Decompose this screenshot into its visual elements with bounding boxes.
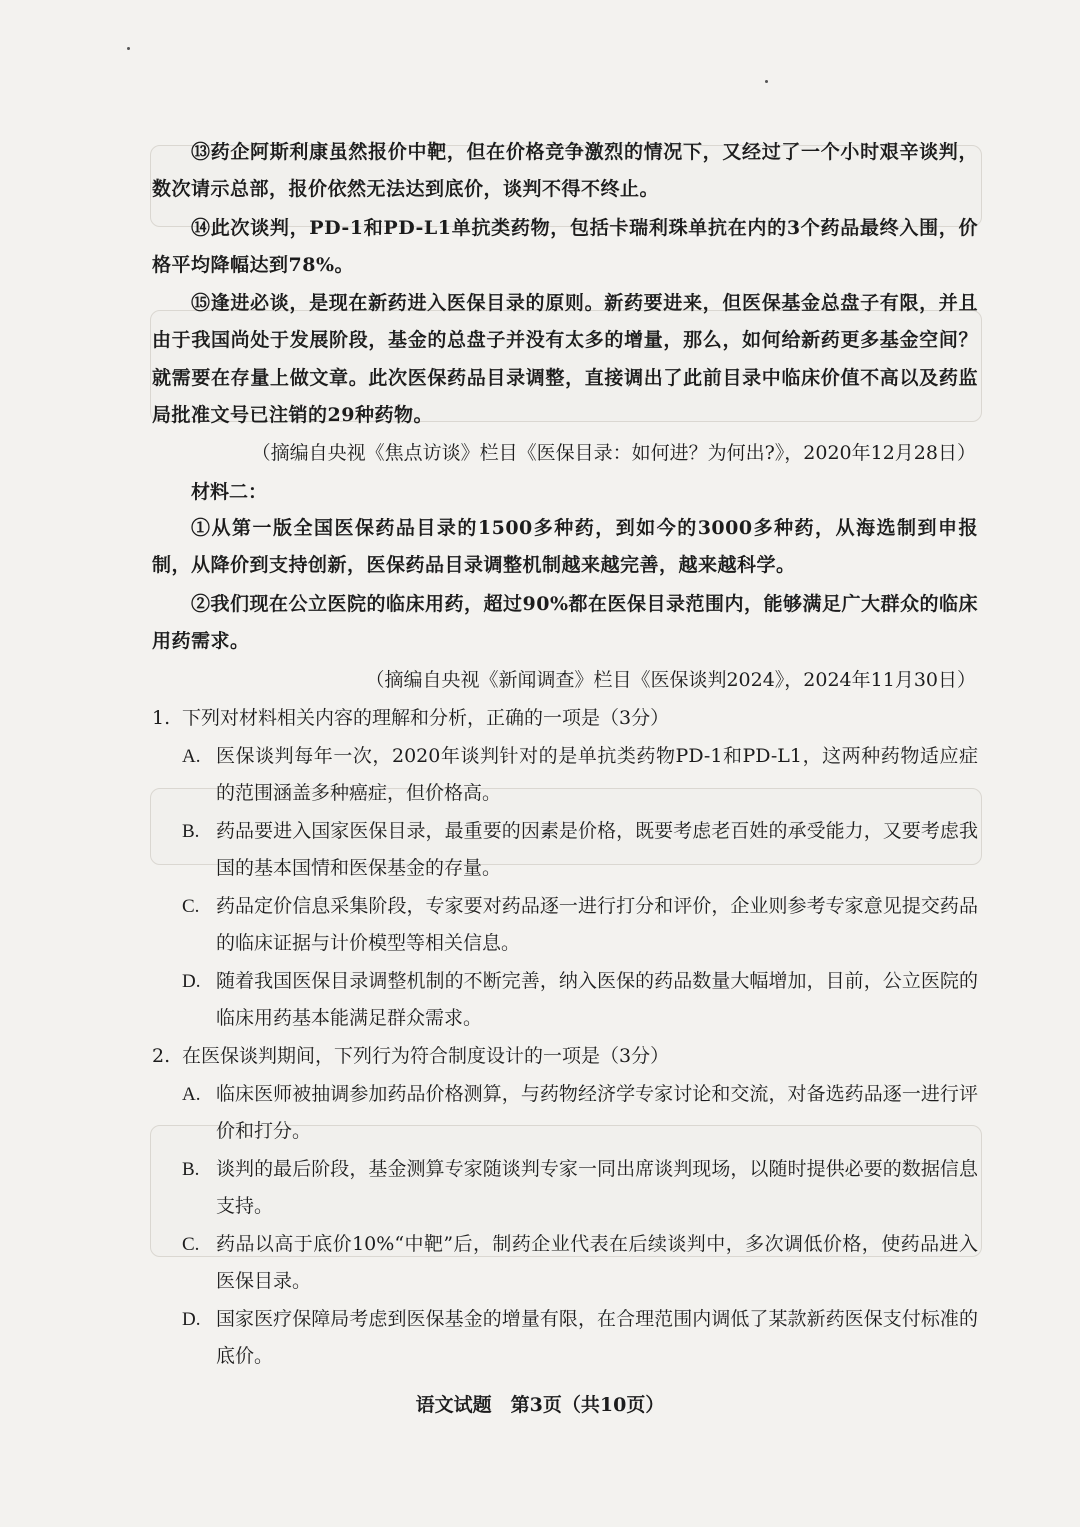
option-c [182, 888, 978, 963]
option-text: 医保谈判每年一次，2020年谈判针对的是单抗类药物PD-1和PD-L1，这两种药物适应症的范围涵盖多种癌症，但价格高。 [216, 744, 978, 804]
material-2-heading: 材料二： [191, 481, 268, 503]
option-text: 谈判的最后阶段，基金测算专家随谈判专家一同出席谈判现场，以随时提供必要的数据信息支持。 [216, 1157, 978, 1217]
option-d [182, 963, 978, 1038]
material-2-paragraph-2: ②我们现在公立医院的临床用药，超过90%都在医保目录范围内，能够满足广大群众的临床用药需求。 [152, 593, 978, 653]
option-label: A. [182, 745, 201, 767]
option-text: 临床医师被抽调参加药品价格测算，与药物经济学专家讨论和交流，对备选药品逐一进行评价和打分。 [216, 1082, 978, 1142]
option-text: 随着我国医保目录调整机制的不断完善，纳入医保的药品数量大幅增加，目前，公立医院的临床用药基本能满足群众需求。 [216, 969, 978, 1029]
question-number: 2. [152, 1045, 171, 1067]
option-b [182, 813, 978, 888]
option-a [182, 738, 978, 813]
option-label: B. [182, 820, 200, 842]
paragraph-13: ⑬药企阿斯利康虽然报价中靶，但在价格竞争激烈的情况下，又经过了一个小时艰辛谈判，数次请示总部，报价依然无法达到底价，谈判不得不终止。 [152, 141, 978, 201]
option-a [182, 1076, 978, 1151]
option-label: C. [182, 1233, 200, 1255]
page-footer: 语文试题 第3页（共10页） [415, 1394, 665, 1416]
question-stem: 在医保谈判期间，下列行为符合制度设计的一项是（3分） [182, 1045, 670, 1067]
source-citation-1: （摘编自央视《焦点访谈》栏目《医保目录：如何进？为何出?》，2020年12月28日） [251, 442, 976, 464]
material-2-paragraph-1: ①从第一版全国医保药品目录的1500多种药，到如今的3000多种药，从海选制到申报制，从降价到支持创新，医保药品目录调整机制越来越完善，越来越科学。 [152, 517, 978, 577]
option-label: C. [182, 895, 200, 917]
option-label: B. [182, 1158, 200, 1180]
option-text: 国家医疗保障局考虑到医保基金的增量有限，在合理范围内调低了某款新药医保支付标准的底价。 [216, 1307, 978, 1367]
option-d [182, 1301, 978, 1376]
paragraph-14: ⑭此次谈判，PD-1和PD-L1单抗类药物，包括卡瑞利珠单抗在内的3个药品最终入围，价格平均降幅达到78%。 [152, 217, 978, 277]
scan-speck [127, 47, 130, 50]
question-2 [152, 1038, 978, 1376]
scan-speck [765, 80, 768, 83]
option-label: D. [182, 970, 201, 992]
option-text: 药品要进入国家医保目录，最重要的因素是价格，既要考虑老百姓的承受能力，又要考虑我国的基本国情和医保基金的存量。 [216, 819, 978, 879]
question-stem: 下列对材料相关内容的理解和分析，正确的一项是（3分） [182, 707, 670, 729]
option-label: A. [182, 1083, 201, 1105]
question-number: 1. [152, 707, 171, 729]
option-c [182, 1226, 978, 1301]
paragraph-15: ⑮逢进必谈，是现在新药进入医保目录的原则。新药要进来，但医保基金总盘子有限，并且由于我国尚处于发展阶段，基金的总盘子并没有太多的增量，那么，如何给新药更多基金空间？就需要在存量上做文章。此次医保药品目录调整，直接调出了此前目录中临床价值不高以及药监局批准文号已注销的29种药物。 [152, 292, 978, 427]
source-citation-2: （摘编自央视《新闻调查》栏目《医保谈判2024》，2024年11月30日） [365, 669, 976, 691]
question-1 [152, 700, 978, 1038]
option-label: D. [182, 1308, 201, 1330]
option-b [182, 1151, 978, 1226]
option-text: 药品以高于底价10%“中靶”后，制药企业代表在后续谈判中，多次调低价格，使药品进入医保目录。 [216, 1232, 978, 1292]
option-text: 药品定价信息采集阶段，专家要对药品逐一进行打分和评价，企业则参考专家意见提交药品的临床证据与计价模型等相关信息。 [216, 894, 978, 954]
